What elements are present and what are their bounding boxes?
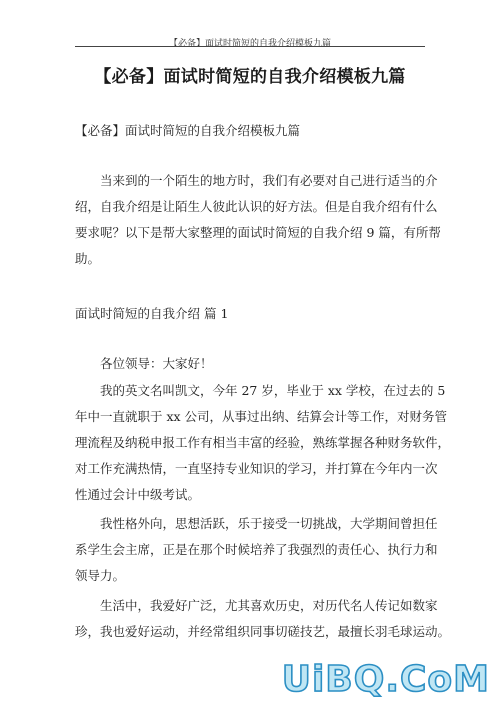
- document-title: 【必备】面试时简短的自我介绍模板九篇: [94, 67, 406, 87]
- greeting: 各位领导：大家好！: [100, 356, 213, 371]
- intro-line: 绍，自我介绍是让陌生人彼此认识的好方法。但是自我介绍有什么: [75, 199, 438, 214]
- running-header: 【必备】面试时简短的自我介绍模板九篇: [168, 39, 331, 49]
- watermark-logo: UiBQ.CoM: [281, 659, 490, 700]
- paragraph-line: 年中一直就职于 xx 公司，从事过出纳、结算会计等工作，对财务管: [75, 409, 448, 424]
- paragraph-line: 我性格外向，思想活跃，乐于接受一切挑战，大学期间曾担任: [100, 516, 438, 531]
- paragraph-line: 领导力。: [75, 568, 126, 583]
- paragraph-line: 系学生会主席，正是在那个时候培养了我强烈的责任心、执行力和: [75, 542, 438, 557]
- paragraph-line: 性通过会计中级考试。: [75, 487, 201, 502]
- paragraph-line: 珍，我也爱好运动，并经常组织同事切磋技艺，最擅长羽毛球运动。: [75, 624, 451, 639]
- document-subtitle: 【必备】面试时简短的自我介绍模板九篇: [75, 123, 301, 138]
- header-rule: [75, 46, 425, 47]
- intro-line: 助。: [75, 251, 101, 266]
- section-heading: 面试时简短的自我介绍 篇 1: [75, 306, 229, 321]
- paragraph-line: 我的英文名叫凯文，今年 27 岁，毕业于 xx 学校，在过去的 5: [100, 383, 446, 398]
- intro-line: 要求呢？以下是帮大家整理的面试时简短的自我介绍 9 篇，有所帮: [75, 225, 441, 240]
- paragraph-line: 对工作充满热情，一直坚持专业知识的学习，并打算在今年内一次: [75, 461, 438, 476]
- paragraph-line: 生活中，我爱好广泛，尤其喜欢历史，对历代名人传记如数家: [100, 598, 438, 613]
- paragraph-line: 理流程及纳税申报工作有相当丰富的经验，熟练掌握各种财务软件，: [75, 435, 451, 450]
- intro-line: 当来到的一个陌生的地方时，我们有必要对自己进行适当的介: [100, 173, 438, 188]
